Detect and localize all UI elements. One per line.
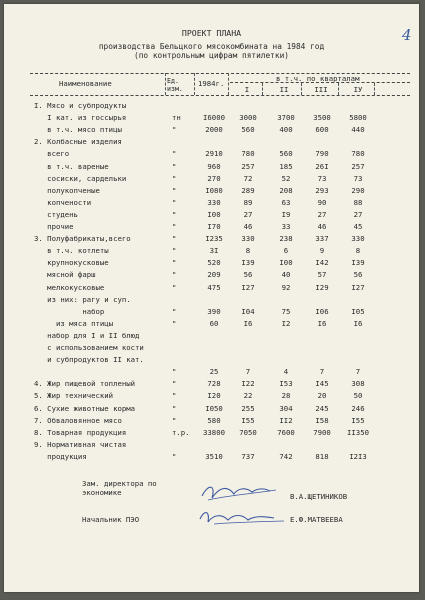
row-year-value: 475 <box>207 282 221 292</box>
row-quarter-value: I22 <box>241 379 255 389</box>
row-label: 8. Товарная продукция <box>34 427 127 437</box>
row-year-value: 520 <box>207 258 221 268</box>
row-label: I кат. из госсырья <box>34 113 127 123</box>
row-label: полукопченые <box>34 185 100 195</box>
row-quarter-value: 5800 <box>349 113 367 123</box>
row-label: из мяса птицы <box>34 318 114 328</box>
row-quarter-value: 27 <box>317 209 327 219</box>
row-year-value: 3I <box>209 246 219 256</box>
row-quarter-value: 27 <box>353 209 363 219</box>
row-quarter-value: I6 <box>353 318 363 328</box>
row-year-value: 60 <box>209 318 219 328</box>
row-unit: " <box>172 197 177 207</box>
row-quarter-value: 304 <box>279 403 293 413</box>
row-quarter-value: I27 <box>241 282 255 292</box>
document-page <box>4 4 419 592</box>
row-label: в т.ч. котлеты <box>34 246 109 256</box>
row-unit: " <box>172 185 177 195</box>
row-quarter-value: 28 <box>281 391 291 401</box>
row-unit: " <box>172 415 177 425</box>
row-label: 7. Обваловянное мясо <box>34 415 122 425</box>
row-quarter-value: 289 <box>241 185 255 195</box>
row-unit: " <box>172 149 177 159</box>
row-label: набор <box>34 306 105 316</box>
deputy-name: В.А.ЩЕТИНИКОВ <box>290 492 348 501</box>
row-quarter-value: I27 <box>351 282 365 292</box>
row-quarter-value: 780 <box>351 149 365 159</box>
row-quarter-value: 257 <box>241 161 255 171</box>
col-header-unit: Ед. изм. <box>167 77 183 93</box>
row-label: продукция <box>34 451 87 461</box>
row-unit: " <box>172 282 177 292</box>
row-quarter-value: 245 <box>315 403 329 413</box>
row-quarter-value: I29 <box>315 282 329 292</box>
row-unit: " <box>172 379 177 389</box>
deputy-title-1: Зам. директора по <box>82 479 157 488</box>
row-unit: " <box>172 125 177 135</box>
row-quarter-value: 308 <box>351 379 365 389</box>
row-quarter-value: 73 <box>317 173 327 183</box>
row-quarter-value: 818 <box>315 451 329 461</box>
row-quarter-value: I39 <box>241 258 255 268</box>
row-label: прочие <box>34 222 74 231</box>
row-quarter-value: 7 <box>245 367 251 377</box>
row-quarter-value: 27 <box>243 209 253 219</box>
row-quarter-value: I58 <box>315 415 329 425</box>
row-unit: " <box>172 209 177 219</box>
row-unit: " <box>172 367 177 377</box>
row-label: 2. Колбасные изделия <box>34 137 122 147</box>
row-unit: " <box>172 451 177 461</box>
row-quarter-value: 90 <box>317 197 327 207</box>
row-unit: " <box>172 161 177 171</box>
col-header-q2: II <box>279 85 289 94</box>
row-year-value: I235 <box>205 234 223 244</box>
doc-subtitle-1: производства Бельцкого мясокомбината на 1984 год <box>98 42 325 51</box>
row-year-value: 580 <box>207 415 221 425</box>
row-quarter-value: I42 <box>315 258 329 268</box>
row-quarter-value: 4 <box>283 367 289 377</box>
row-quarter-value: 20 <box>317 391 327 401</box>
row-label: сосиски, сардельки <box>34 173 127 183</box>
row-label: с использованием кости <box>34 343 144 352</box>
row-label: в т.ч. мясо птицы <box>34 125 122 135</box>
row-quarter-value: 600 <box>315 125 329 135</box>
col-header-q1: I <box>244 85 250 94</box>
row-quarter-value: 440 <box>351 125 365 135</box>
row-year-value: 3510 <box>205 451 223 461</box>
col-header-quarters: в т.ч. по кварталам <box>276 74 360 83</box>
row-label: набор для I и II блюд <box>34 330 140 340</box>
row-year-value: 330 <box>207 197 221 207</box>
row-year-value: I080 <box>205 185 223 195</box>
row-year-value: I70 <box>207 222 221 231</box>
row-quarter-value: 92 <box>281 282 291 292</box>
doc-subtitle-2: (по контрольным цифрам пятилетки) <box>134 51 289 60</box>
col-divider <box>301 83 302 95</box>
row-unit: " <box>172 318 177 328</box>
row-quarter-value: 7050 <box>239 427 257 437</box>
row-year-value: 33800 <box>203 427 225 437</box>
row-label: и субпродуктов II кат. <box>34 355 144 365</box>
deputy-title-2: экономике <box>82 488 122 497</box>
row-quarter-value: 75 <box>281 306 291 316</box>
row-quarter-value: I55 <box>351 415 365 425</box>
row-label: 3. Полуфабрикаты,всего <box>34 234 131 244</box>
row-label: 6. Сухие животные корма <box>34 403 136 413</box>
row-quarter-value: I06 <box>315 306 329 316</box>
row-quarter-value: 33 <box>281 222 291 231</box>
col-header-name: Наименование <box>59 79 112 88</box>
row-quarter-value: 246 <box>351 403 365 413</box>
row-quarter-value: 257 <box>351 161 365 171</box>
row-quarter-value: II2 <box>279 415 293 425</box>
col-header-q4: IУ <box>353 85 363 94</box>
row-unit: т.р. <box>172 427 190 437</box>
row-unit: " <box>172 234 177 244</box>
row-unit: " <box>172 173 177 183</box>
head-name: Е.Ф.МАТВЕЕВА <box>290 515 343 524</box>
col-divider <box>338 83 339 95</box>
row-quarter-value: I53 <box>279 379 293 389</box>
row-quarter-value: 56 <box>243 270 253 280</box>
row-unit: " <box>172 403 177 413</box>
row-quarter-value: 63 <box>281 197 291 207</box>
row-quarter-value: 737 <box>241 451 255 461</box>
row-quarter-value: 742 <box>279 451 293 461</box>
row-unit: " <box>172 270 177 280</box>
row-label: мясной фарш <box>34 270 96 280</box>
row-unit: " <box>172 222 177 231</box>
handwritten-signature-icon <box>194 474 294 534</box>
quarters-rule <box>230 82 410 83</box>
row-year-value: 960 <box>207 161 221 171</box>
row-year-value: I20 <box>207 391 221 401</box>
col-header-q3: III <box>314 85 328 94</box>
row-quarter-value: 7 <box>355 367 361 377</box>
row-quarter-value: 790 <box>315 149 329 159</box>
row-quarter-value: 238 <box>279 234 293 244</box>
row-label: 5. Жир технический <box>34 391 114 401</box>
row-year-value: 728 <box>207 379 221 389</box>
row-label: крупнокусковые <box>34 258 109 268</box>
row-quarter-value: 7 <box>319 367 325 377</box>
row-quarter-value: 57 <box>317 270 327 280</box>
row-quarter-value: 26I <box>315 161 329 171</box>
row-quarter-value: 56 <box>353 270 363 280</box>
row-label: студень <box>34 209 78 219</box>
row-quarter-value: 6 <box>283 246 289 256</box>
row-unit: " <box>172 246 177 256</box>
row-label: мелкокусковые <box>34 282 105 292</box>
row-label: из них: рагу и суп. <box>34 294 131 304</box>
row-quarter-value: I9 <box>281 209 291 219</box>
page-number: 4 <box>402 26 412 44</box>
col-divider <box>228 73 229 95</box>
row-quarter-value: I39 <box>351 258 365 268</box>
row-quarter-value: 52 <box>281 173 291 183</box>
row-year-value: 25 <box>209 367 219 377</box>
row-quarter-value: I00 <box>279 258 293 268</box>
row-quarter-value: 293 <box>315 185 329 195</box>
row-label: всего <box>34 149 70 159</box>
row-label: 9. Нормативная чистая <box>34 439 127 449</box>
row-quarter-value: I05 <box>351 306 365 316</box>
col-divider <box>165 73 166 95</box>
row-quarter-value: 22 <box>243 391 253 401</box>
row-quarter-value: I2I3 <box>349 451 367 461</box>
row-quarter-value: 560 <box>279 149 293 159</box>
row-quarter-value: 45 <box>353 222 363 231</box>
row-quarter-value: 73 <box>353 173 363 183</box>
row-year-value: 2910 <box>205 149 223 159</box>
row-quarter-value: 3700 <box>277 113 295 123</box>
row-quarter-value: 3000 <box>239 113 257 123</box>
row-unit: " <box>172 391 177 401</box>
row-quarter-value: 7600 <box>277 427 295 437</box>
table-header-rule <box>30 95 410 96</box>
col-divider <box>262 83 263 95</box>
row-unit: " <box>172 306 177 316</box>
row-year-value: 390 <box>207 306 221 316</box>
row-quarter-value: 7900 <box>313 427 331 437</box>
row-year-value: 270 <box>207 173 221 183</box>
row-quarter-value: 330 <box>241 234 255 244</box>
row-quarter-value: 40 <box>281 270 291 280</box>
row-unit: тн <box>172 113 181 123</box>
col-divider <box>374 83 375 95</box>
col-header-year: 1984г. <box>198 79 225 88</box>
row-quarter-value: I6 <box>317 318 327 328</box>
row-quarter-value: 780 <box>241 149 255 159</box>
row-year-value: 2000 <box>205 125 223 135</box>
row-quarter-value: I04 <box>241 306 255 316</box>
row-year-value: 209 <box>207 270 221 280</box>
row-label: в т.ч. вареные <box>34 161 109 171</box>
row-unit: " <box>172 258 177 268</box>
doc-title: ПРОЕКТ ПЛАНА <box>181 28 242 38</box>
row-quarter-value: 50 <box>353 391 363 401</box>
row-quarter-value: 46 <box>317 222 327 231</box>
row-year-value: I00 <box>207 209 221 219</box>
row-quarter-value: 560 <box>241 125 255 135</box>
row-quarter-value: 330 <box>351 234 365 244</box>
row-quarter-value: 89 <box>243 197 253 207</box>
row-quarter-value: I55 <box>241 415 255 425</box>
row-quarter-value: 9 <box>319 246 325 256</box>
row-quarter-value: I2 <box>281 318 291 328</box>
row-quarter-value: I6 <box>243 318 253 328</box>
row-quarter-value: 400 <box>279 125 293 135</box>
row-quarter-value: 185 <box>279 161 293 171</box>
row-quarter-value: 208 <box>279 185 293 195</box>
row-quarter-value: 255 <box>241 403 255 413</box>
row-quarter-value: 72 <box>243 173 253 183</box>
row-label: 4. Жир пищевой топленый <box>34 379 136 389</box>
row-label: копчености <box>34 197 92 207</box>
row-quarter-value: 3500 <box>313 113 331 123</box>
row-quarter-value: 88 <box>353 197 363 207</box>
row-quarter-value: 8 <box>245 246 251 256</box>
row-quarter-value: 290 <box>351 185 365 195</box>
head-title: Начальник ПЭО <box>82 515 140 524</box>
row-quarter-value: 46 <box>243 222 253 231</box>
row-label: I. Мясо и субпродукты <box>34 101 127 110</box>
row-year-value: I6000 <box>203 113 225 123</box>
row-quarter-value: II350 <box>347 427 369 437</box>
row-quarter-value: 8 <box>355 246 361 256</box>
row-quarter-value: 337 <box>315 234 329 244</box>
row-quarter-value: I45 <box>315 379 329 389</box>
row-year-value: I050 <box>205 403 223 413</box>
